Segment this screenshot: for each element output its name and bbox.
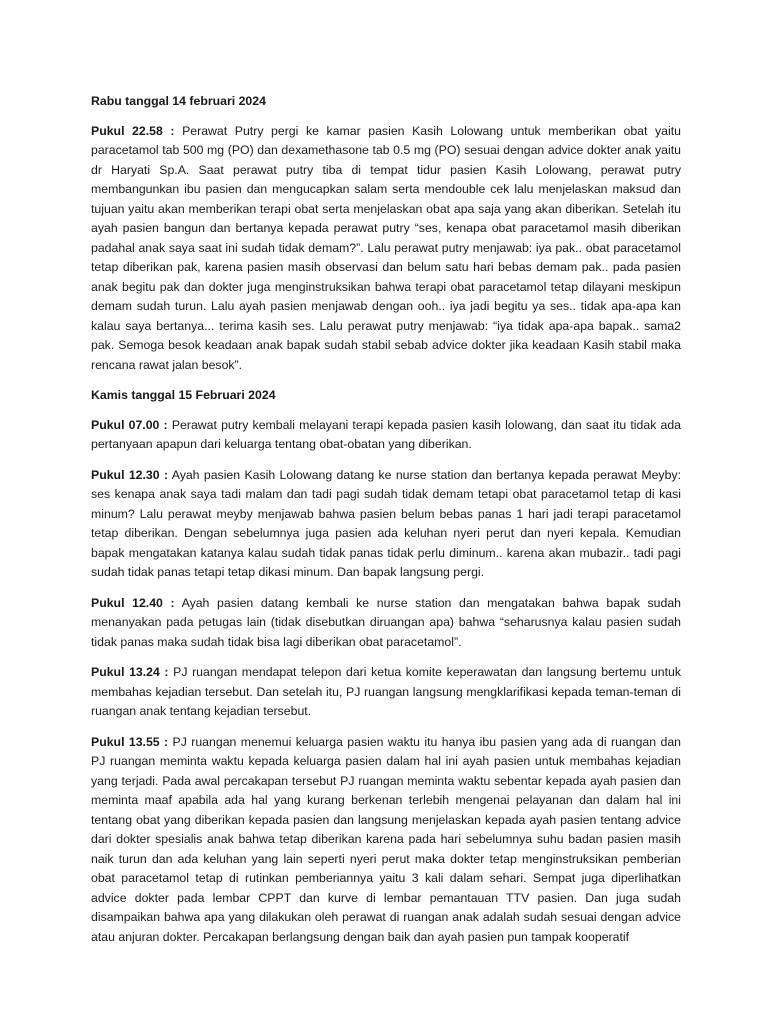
log-entry (91, 663, 681, 722)
entry-text: Ayah pasien Kasih Lolowang datang ke nurse station dan bertanya kepada perawat Meyby: ses kenapa anak saya tadi malam dan tadi pagi sudah tidak demam tetapi obat paracetamol tetap di kasi minum? Lalu perawat meyby menjawab bahwa pasien belum bebas panas 1 hari jadi terapi paracetamol tetap diberikan. Dengan sebelumnya juga pasien ada keluhan nyeri perut dan nyeri kepala. Kemudian bapak mengatakan katanya kalau sudah tidak panas tidak perlu diminum.. karena akan mubazir.. tadi pagi sudah tidak panas tetapi tetap dikasi minum. Dan bapak langsung pergi. (91, 467, 681, 579)
log-entry (91, 122, 681, 376)
entry-time: Pukul 07.00 : (91, 417, 168, 432)
entry-text: Ayah pasien datang kembali ke nurse station dan mengatakan bahwa bapak sudah menanyakan pada petugas lain (tidak disebutkan diruangan apa) bahwa “seharusnya kalau pasien sudah tidak panas maka sudah tidak bisa lagi diberikan obat paracetamol”. (91, 595, 682, 649)
section-wednesday (91, 92, 681, 375)
entry-text: Perawat Putry pergi ke kamar pasien Kasih Lolowang untuk memberikan obat yaitu paracetamol tab 500 mg (PO) dan dexamethasone tab 0.5 mg (PO) sesuai dengan advice dokter anak yaitu dr Haryati Sp.A. Saat perawat putry tiba di tempat tidur pasien Kasih Lolowang, perawat putry membangunkan ibu pasien dan mengucapkan salam serta mendouble cek lalu menjelaskan maksud dan tujuan yaitu akan memberikan terapi obat serta menjelaskan obat apa saja yang akan diberikan. Setelah itu ayah pasien bangun dan bertanya kepada perawat putry “ses, kenapa obat paracetamol masih diberikan padahal anak saya saat ini sudah tidak demam?”. Lalu perawat putry menjawab: iya pak.. obat paracetamol tetap diberikan pak, karena pasien masih observasi dan belum satu hari bebas demam pak.. pada pasien anak begitu pak dan dokter juga menginstruksikan bahwa terapi obat paracetamol tetap dilayani meskipun demam sudah turun. Lalu ayah pasien menjawab dengan ooh.. iya jadi begitu ya ses.. tidak apa-apa kan kalau saya bertanya... terima kasih ses. Lalu perawat putry menjawab: “iya tidak apa-apa bapak.. sama2 pak. Semoga besok keadaan anak bapak sudah stabil sebab advice dokter jika keadaan Kasih stabil maka rencana rawat jalan besok”. (91, 123, 681, 372)
entry-text: PJ ruangan mendapat telepon dari ketua komite keperawatan dan langsung bertemu untuk membahas kejadian tersebut. Dan setelah itu, PJ ruangan langsung mengklarifikasi kepada teman-teman di ruangan anak tentang kejadian tersebut. (91, 665, 681, 718)
log-entry (91, 594, 681, 653)
section-heading: Rabu tanggal 14 februari 2024 (91, 94, 266, 108)
section-thursday (91, 386, 681, 947)
entry-time: Pukul 12.30 : (91, 467, 169, 482)
entry-time: Pukul 22.58 : (91, 123, 175, 138)
log-entry (91, 416, 681, 455)
log-entry (91, 733, 681, 948)
document-page (91, 92, 681, 958)
entry-text: PJ ruangan menemui keluarga pasien waktu itu hanya ibu pasien yang ada di ruangan dan PJ ruangan meminta waktu kepada keluarga pasien dalam hal ini ayah pasien untuk membahas kejadian yang terjadi. Pada awal percakapan tersebut PJ ruangan meminta waktu sebentar kepada ayah pasien dan meminta maaf apabila ada hal yang kurang berkenan terlebih mengenai pelayanan dan dalam hal ini tentang obat yang diberikan kepada pasien dan langsung menjelaskan kepada ayah pasien tentang advice dari dokter spesialis anak bahwa tetap diberikan karena pada hari sebelumnya suhu badan pasien masih naik turun dan ada keluhan yang lain seperti nyeri perut maka dokter tetap menginstruksikan pemberian obat paracetamol tetap di rutinkan pemberiannya yaitu 3 kali dalam sehari. Sempat juga diperlihatkan advice dokter pada lembar CPPT dan kurve di lembar pemantauan TTV pasien. Dan juga sudah disampaikan bahwa apa yang dilakukan oleh perawat di ruangan anak adalah sudah sesuai dengan advice atau anjuran dokter. Percakapan berlangsung dengan baik dan ayah pasien pun tampak kooperatif (91, 734, 682, 944)
entry-text: Perawat putry kembali melayani terapi kepada pasien kasih lolowang, dan saat itu tidak ada pertanyaan apapun dari keluarga tentang obat-obatan yang diberikan. (91, 417, 682, 451)
log-entry (91, 466, 681, 583)
entry-time: Pukul 13.55 : (91, 734, 169, 749)
entry-time: Pukul 12.40 : (91, 595, 175, 610)
entry-time: Pukul 13.24 : (91, 665, 169, 679)
section-heading: Kamis tanggal 15 Februari 2024 (91, 388, 276, 402)
